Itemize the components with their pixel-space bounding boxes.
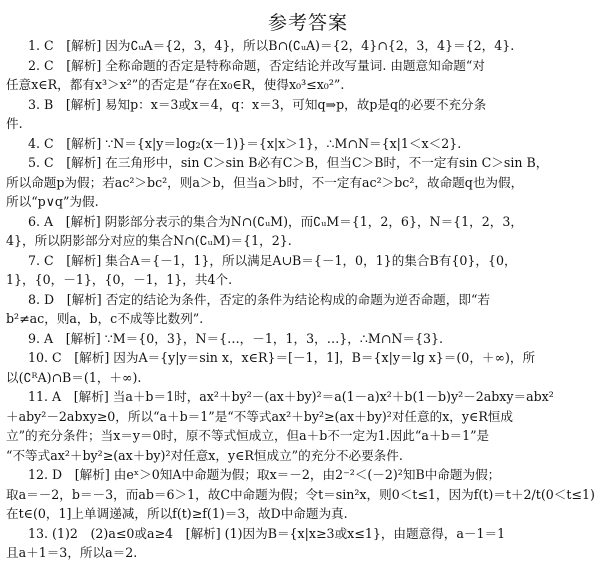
answer-line: 6. A [解析] 阴影部分表示的集合为N∩(∁ᵤM)，而∁ᵤM＝{1，2，6}，N＝{1，2，3，: [28, 213, 523, 229]
answer-line: 件.: [6, 116, 23, 131]
answer-line: 在t∈(0，1]上单调递减，所以f(t)≥f(1)＝3，故D中命题为真.: [6, 506, 348, 521]
answer-line: 11. A [解析] 当a＋b＝1时，ax²＋by²－(ax＋by)²＝a(1－a)x²＋b(1－b)y²－2abxy＝abx²: [28, 389, 554, 404]
answer-line: 4. C [解析] ∵N＝{x|y＝log₂(x－1)}＝{x|x＞1}，∴M∩N＝{x|1＜x＜2}.: [28, 135, 462, 151]
answer-line: 取a＝－2，b＝－3，而ab＝6＞1，故C中命题为假；令t＝sin²x，则0＜t≤1，因为f(t)＝t＋2/t(0＜t≤1): [6, 486, 595, 502]
answer-line: 所以“p∨q”为假.: [6, 194, 99, 209]
answer-line: “不等式ax²＋by²≥(ax＋by)²对任意x，y∈R恒成立”的充分不必要条件.: [6, 447, 403, 463]
answer-line: 13. (1)2 (2)a≤0或a≥4 [解析] (1)因为B＝{x|x≥3或x≤1}，由题意得，a－1＝1: [28, 525, 506, 541]
answer-line: 8. D [解析] 否定的结论为条件，否定的条件为结论构成的命题为逆否命题，即“若: [28, 291, 490, 307]
answer-line: 12. D [解析] 由eˣ＞0知A中命题为假；取x＝－2，由2⁻²＜(－2)²知B中命题为假；: [28, 467, 501, 482]
answer-line: 2. C [解析] 全称命题的否定是特称命题，否定结论并改写量词. 由题意知命题“对: [28, 57, 485, 73]
answer-line: 3. B [解析] 易知p：x＝3或x＝4，q：x＝3，可知q⇒p，故p是q的必要不充分条: [28, 96, 487, 112]
page-title: 参考答案: [267, 12, 348, 34]
answer-line: 立”的充分条件；当x＝y＝0时，原不等式恒成立，但a＋b不一定为1.因此“a＋b＝1”是: [6, 428, 490, 443]
answer-line: 5. C [解析] 在三角形中，sin C＞sin B必有C＞B，但当C＞B时，不一定有sin C＞sin B，: [28, 155, 549, 170]
answer-line: b²≠ac，则a，b，c不成等比数列”.: [6, 311, 204, 326]
answer-line: 10. C [解析] 因为A＝{y|y＝sin x，x∈R}＝[－1，1]，B＝{x|y＝lg x}＝(0，＋∞)，所: [28, 350, 536, 365]
answer-content: [6, 36, 610, 563]
answer-line: 任意x∈R，都有x³＞x²”的否定是“存在x₀∈R，使得x₀³≤x₀²”.: [6, 77, 345, 92]
answer-line: 所以命题p为假；若ac²＞bc²，则a＞b，但当a＞b时，不一定有ac²＞bc²，故命题q也为假，: [6, 174, 524, 190]
answer-line: 且a＋1＝3，所以a＝2.: [6, 545, 138, 560]
answer-line: 1}，{0，－1}，{0，－1，1}，共4个.: [6, 272, 233, 287]
answer-line: ＋aby²－2abxy≥0，所以“a＋b＝1”是“不等式ax²＋by²≥(ax＋by)²对任意的x，y∈R恒成: [6, 408, 513, 424]
answer-line: 7. C [解析] 集合A＝{－1，1}，所以满足A∪B＝{－1，0，1}的集合B有{0}，{0，: [28, 252, 517, 268]
answer-line: 4}，所以阴影部分对应的集合N∩(∁ᵤM)＝{1，2}.: [6, 233, 292, 248]
answer-line: 1. C [解析] 因为∁ᵤA＝{2，3，4}，所以B∩(∁ᵤA)＝{2，4}∩{2，3，4}＝{2，4}.: [28, 38, 515, 53]
answer-line: 以(∁ᴿA)∩B＝(1，＋∞).: [6, 369, 142, 385]
answer-line: 9. A [解析] ∵M＝{0，3}，N＝{…，－1，1，3，…}，∴M∩N＝{3}.: [28, 330, 444, 346]
